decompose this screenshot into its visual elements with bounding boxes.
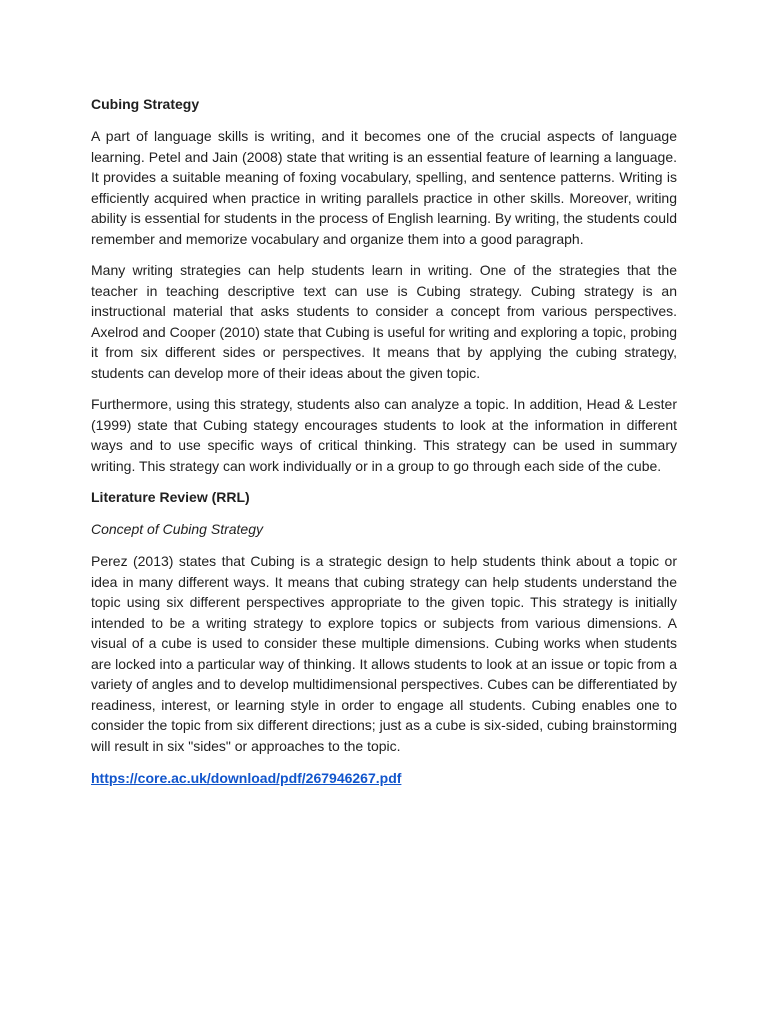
body-paragraph-2: Many writing strategies can help students learn in writing. One of the strategies that the teacher in teaching descriptive text can use is Cubing strategy. Cubing strategy is an instructional material that asks students to consider a concept from various perspectives. Axelrod and Cooper (2010) state that Cubing is useful for writing and exploring a topic, probing it from six different sides or perspectives. It means that by applying the cubing strategy, students can develop more of their ideas about the given topic.	[91, 262, 678, 381]
body-paragraph-3: Furthermore, using this strategy, students also can analyze a topic. In addition, Head & Lester (1999) state that Cubing stategy encourages students to look at the information in different ways and to use specific ways of critical thinking. This strategy can be used in summary writing. This strategy can work individually or in a group to go through each side of the cube.	[91, 396, 677, 474]
body-paragraph-1: A part of language skills is writing, and it becomes one of the crucial aspects of language learning. Petel and Jain (2008) state that writing is an essential feature of learning a language. It provides a suitable meaning of foxing vocabulary, spelling, and sentence patterns. Writing is efficiently acquired when practice in writing parallels practice in other skills. Moreover, writing ability is essential for students in the process of English learning. By writing, the students could remember and memorize vocabulary and organize them into a good paragraph.	[91, 128, 677, 247]
subheading-concept-of-cubing: Concept of Cubing Strategy	[91, 521, 263, 537]
document-page	[91, 92, 677, 788]
source-link[interactable]: https://core.ac.uk/download/pdf/267946267.pdf	[91, 770, 402, 786]
section-heading-cubing-strategy: Cubing Strategy	[91, 96, 200, 112]
section-heading-literature-review: Literature Review (RRL)	[91, 489, 250, 505]
body-paragraph-4: Perez (2013) states that Cubing is a strategic design to help students think about a topic or idea in many different ways. It means that cubing strategy can help students understand the topic using six different perspectives appropriate to the given topic. This strategy is initially intended to be a writing strategy to explore topics or subjects from various dimensions. A visual of a cube is used to consider these multiple dimensions. Cubing works when students are locked into a particular way of thinking. It allows students to look at an issue or topic from a variety of angles and to develop multidimensional perspectives. Cubes can be differentiated by readiness, interest, or learning style in order to engage all students. Cubing enables one to consider the topic from six different directions; just as a cube is six-sided, cubing brainstorming will result in six "sides" or approaches to the topic.	[91, 553, 677, 754]
